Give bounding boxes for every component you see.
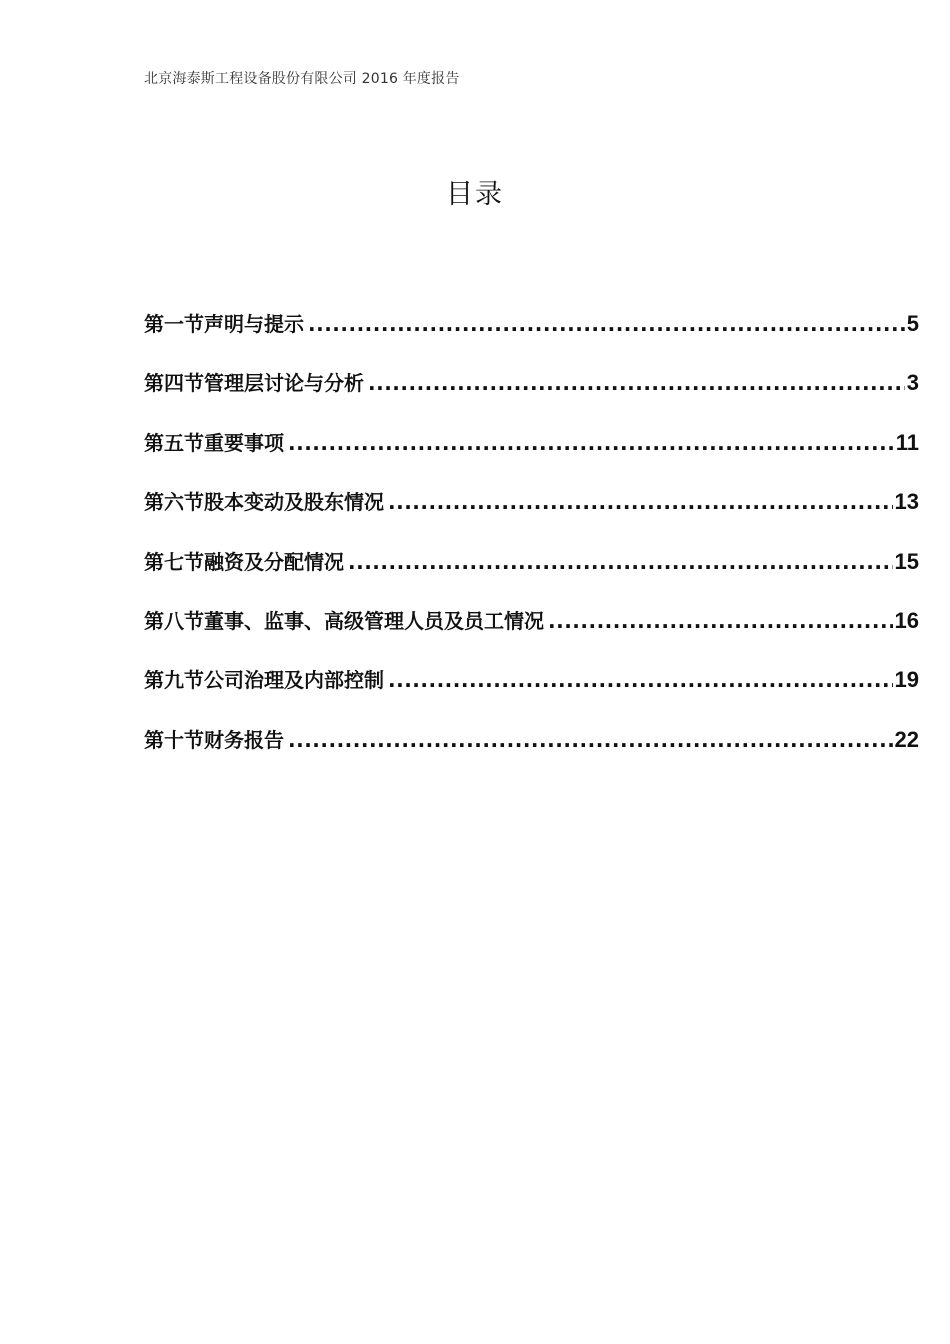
toc-entry-label: 第九节公司治理及内部控制	[144, 668, 384, 693]
toc-entry-label: 第五节重要事项	[144, 430, 284, 455]
toc-dot-leader	[288, 431, 894, 455]
toc-entry-label: 第四节管理层讨论与分析	[144, 371, 364, 396]
toc-entry[interactable]	[144, 605, 919, 664]
toc-entry-label: 第八节董事、监事、高级管理人员及员工情况	[144, 608, 544, 633]
toc-dot-leader	[388, 668, 893, 692]
toc-dot-leader	[548, 609, 893, 633]
toc-entry[interactable]	[144, 427, 919, 486]
toc-dot-leader	[288, 728, 893, 752]
toc-entry-label: 第六节股本变动及股东情况	[144, 490, 384, 515]
toc-dot-leader	[368, 371, 905, 395]
toc-entry-page: 13	[894, 489, 919, 515]
toc-entry[interactable]	[144, 664, 919, 723]
toc-entry[interactable]	[144, 724, 919, 783]
toc-entry-page: 19	[894, 667, 919, 693]
toc-entry-label: 第一节声明与提示	[144, 312, 304, 336]
toc-entry-page: 22	[894, 726, 919, 752]
toc-entry-page: 16	[894, 607, 919, 633]
toc-entry[interactable]	[144, 367, 919, 426]
toc-list	[144, 308, 919, 783]
toc-dot-leader	[388, 490, 893, 514]
toc-entry-label: 第十节财务报告	[144, 727, 284, 752]
toc-title: 目录	[446, 179, 504, 210]
toc-dot-leader	[348, 550, 893, 574]
toc-entry-page: 5	[906, 311, 919, 336]
toc-entry-page: 11	[895, 429, 919, 455]
toc-entry-page: 15	[894, 548, 919, 574]
toc-entry-label: 第七节融资及分配情况	[144, 549, 344, 574]
toc-dot-leader	[308, 312, 905, 336]
page-header: 北京海泰斯工程设备股份有限公司 2016 年度报告	[144, 71, 460, 87]
toc-entry[interactable]	[144, 486, 919, 545]
toc-entry[interactable]	[144, 546, 919, 605]
toc-entry[interactable]	[144, 308, 919, 367]
toc-entry-page: 3	[906, 370, 919, 396]
